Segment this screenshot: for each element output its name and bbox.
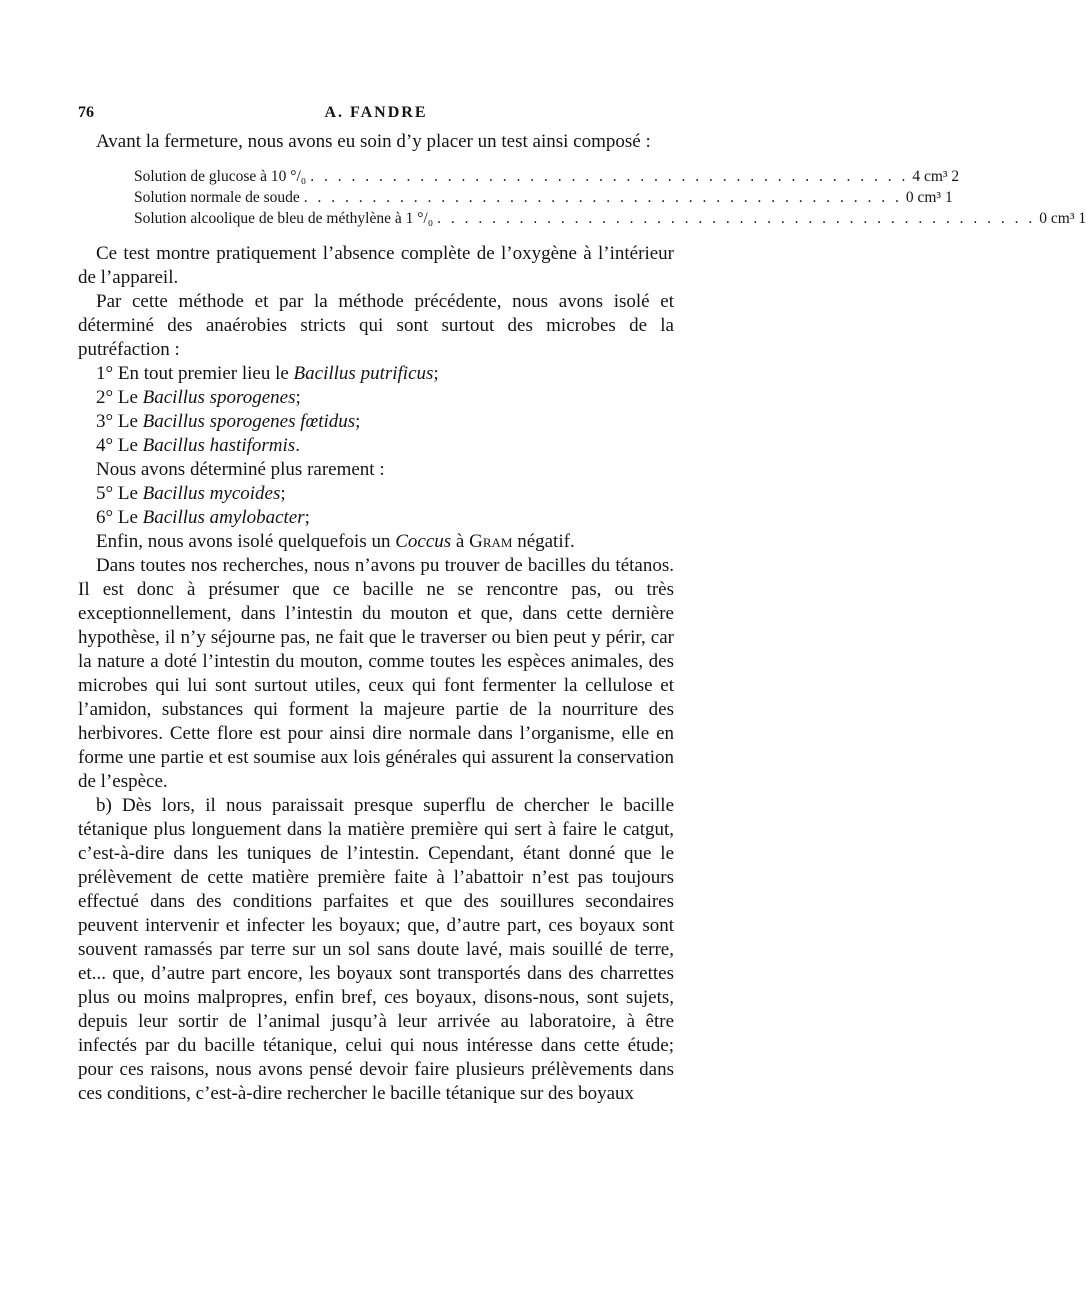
- list-item: [96, 386, 674, 410]
- list-item-end: .: [295, 435, 300, 456]
- coccus-pre: Enfin, nous avons isolé quelquefois un: [96, 531, 396, 552]
- list-item-prefix: 3° Le: [96, 411, 143, 432]
- list-item: [96, 362, 674, 386]
- list-item: [96, 506, 674, 530]
- species-name: Bacillus hastiformis: [142, 435, 296, 456]
- page-header: [78, 104, 674, 130]
- test-composition-table: [134, 166, 1086, 229]
- coccus-line: [96, 530, 674, 554]
- list-item-end: ;: [433, 363, 439, 384]
- list-item-prefix: 5° Le: [96, 483, 143, 504]
- list-item-prefix: 6° Le: [96, 507, 143, 528]
- list-item-end: ;: [304, 507, 310, 528]
- leader-dots: . . . . . . . . . . . . . . . . . . . . . . . . . . . . . . . . . . . . . . . . . . . .: [310, 168, 909, 185]
- list-item: [96, 434, 674, 458]
- running-title: A. FANDRE: [324, 104, 428, 121]
- species-name: Bacillus sporogenes fœtidus: [142, 411, 356, 432]
- test-row: [134, 208, 1086, 229]
- coccus-post: négatif.: [512, 531, 575, 552]
- list-item-prefix: 4° Le: [96, 435, 143, 456]
- paragraph-test-result: Ce test montre pratiquement l’absence complète de l’oxygène à l’intérieur de l’appareil.: [78, 243, 674, 288]
- list-item: [96, 482, 674, 506]
- coccus-mid: à: [451, 531, 470, 552]
- page-number: 76: [78, 104, 94, 121]
- species-name: Bacillus mycoides: [142, 483, 281, 504]
- list-item: [96, 410, 674, 434]
- species-name: Bacillus amylobacter: [142, 507, 305, 528]
- test-row-value: 4 cm³ 2: [912, 168, 960, 185]
- gram-label: Gram: [469, 531, 513, 552]
- list-item-end: ;: [295, 387, 301, 408]
- list-item-prefix: 2° Le: [96, 387, 143, 408]
- anaerobes-list: [78, 362, 674, 554]
- coccus-name: Coccus: [395, 531, 452, 552]
- list-subheading: Nous avons déterminé plus rarement :: [96, 459, 385, 480]
- test-row: [134, 187, 953, 208]
- leader-dots: . . . . . . . . . . . . . . . . . . . . . . . . . . . . . . . . . . . . . . . . . . . .: [303, 189, 902, 206]
- paragraph-b: b) Dès lors, il nous paraissait presque superflu de chercher le bacille tétanique plus longuement dans la matière première qui sert à faire le catgut, c’est-à-dire dans les tuniques de l’intestin. Cependant, étant donné que le prélèvement de cette matière première faite à l’abattoir n’est pas toujours effectué dans des conditions parfaites et que des souillures secondaires peuvent intervenir et infecter les boyaux; que, d’autre part, ces boyaux sont souvent ramassés par terre sur un sol sans doute lavé, mais souillé de terre, et... que, d’autre part encore, les boyaux sont transportés dans des charrettes plus ou moins malpropres, enfin bref, ces boyaux, disons-nous, sont sujets, depuis leur sortir de l’animal jusqu’à leur arrivée au laboratoire, à être infectés par du bacille tétanique, celui qui nous intéresse dans cette étude; pour ces raisons, nous avons pensé devoir faire plusieurs prélèvements dans ces conditions, c’est-à-dire rechercher le bacille tétanique sur des boyaux: [78, 795, 674, 1104]
- species-name: Bacillus sporogenes: [142, 387, 296, 408]
- test-row-label: Solution normale de soude: [134, 189, 300, 206]
- species-name: Bacillus putrificus: [293, 363, 434, 384]
- page: [78, 104, 1086, 1106]
- test-row-label: Solution de glucose à 10 °/₀: [134, 168, 307, 185]
- paragraph-methods: Par cette méthode et par la méthode précédente, nous avons isolé et déterminé des anaérobies stricts qui sont surtout des microbes de la putréfaction :: [78, 291, 674, 360]
- test-row-value: 0 cm³ 1: [1039, 210, 1086, 227]
- intro-paragraph: Avant la fermeture, nous avons eu soin d’y placer un test ainsi composé :: [96, 131, 651, 152]
- leader-dots: . . . . . . . . . . . . . . . . . . . . . . . . . . . . . . . . . . . . . . . . . . . .: [437, 210, 1036, 227]
- list-item-end: ;: [355, 411, 361, 432]
- test-row-label: Solution alcoolique de bleu de méthylène à 1 °/₀: [134, 210, 434, 227]
- test-row: [134, 166, 960, 187]
- list-item-prefix: 1° En tout premier lieu le: [96, 363, 294, 384]
- test-row-value: 0 cm³ 1: [905, 189, 953, 206]
- paragraph-tetanus: Dans toutes nos recherches, nous n’avons pu trouver de bacilles du tétanos. Il est donc à présumer que ce bacille ne se rencontre pas, ou très exceptionnellement, dans l’intestin du mouton et que, dans cette dernière hypothèse, il n’y séjourne pas, ne fait que le traverser ou bien peut y périr, car la nature a doté l’intestin du mouton, comme toutes les espèces animales, des microbes qui lui sont surtout utiles, ceux qui font fermenter la cellulose et l’amidon, substances qui forment la majeure partie de la nourriture des herbivores. Cette flore est pour ainsi dire normale dans l’organisme, elle en forme une partie et est soumise aux lois générales qui assurent la conservation de l’espèce.: [78, 555, 674, 792]
- list-item-end: ;: [280, 483, 286, 504]
